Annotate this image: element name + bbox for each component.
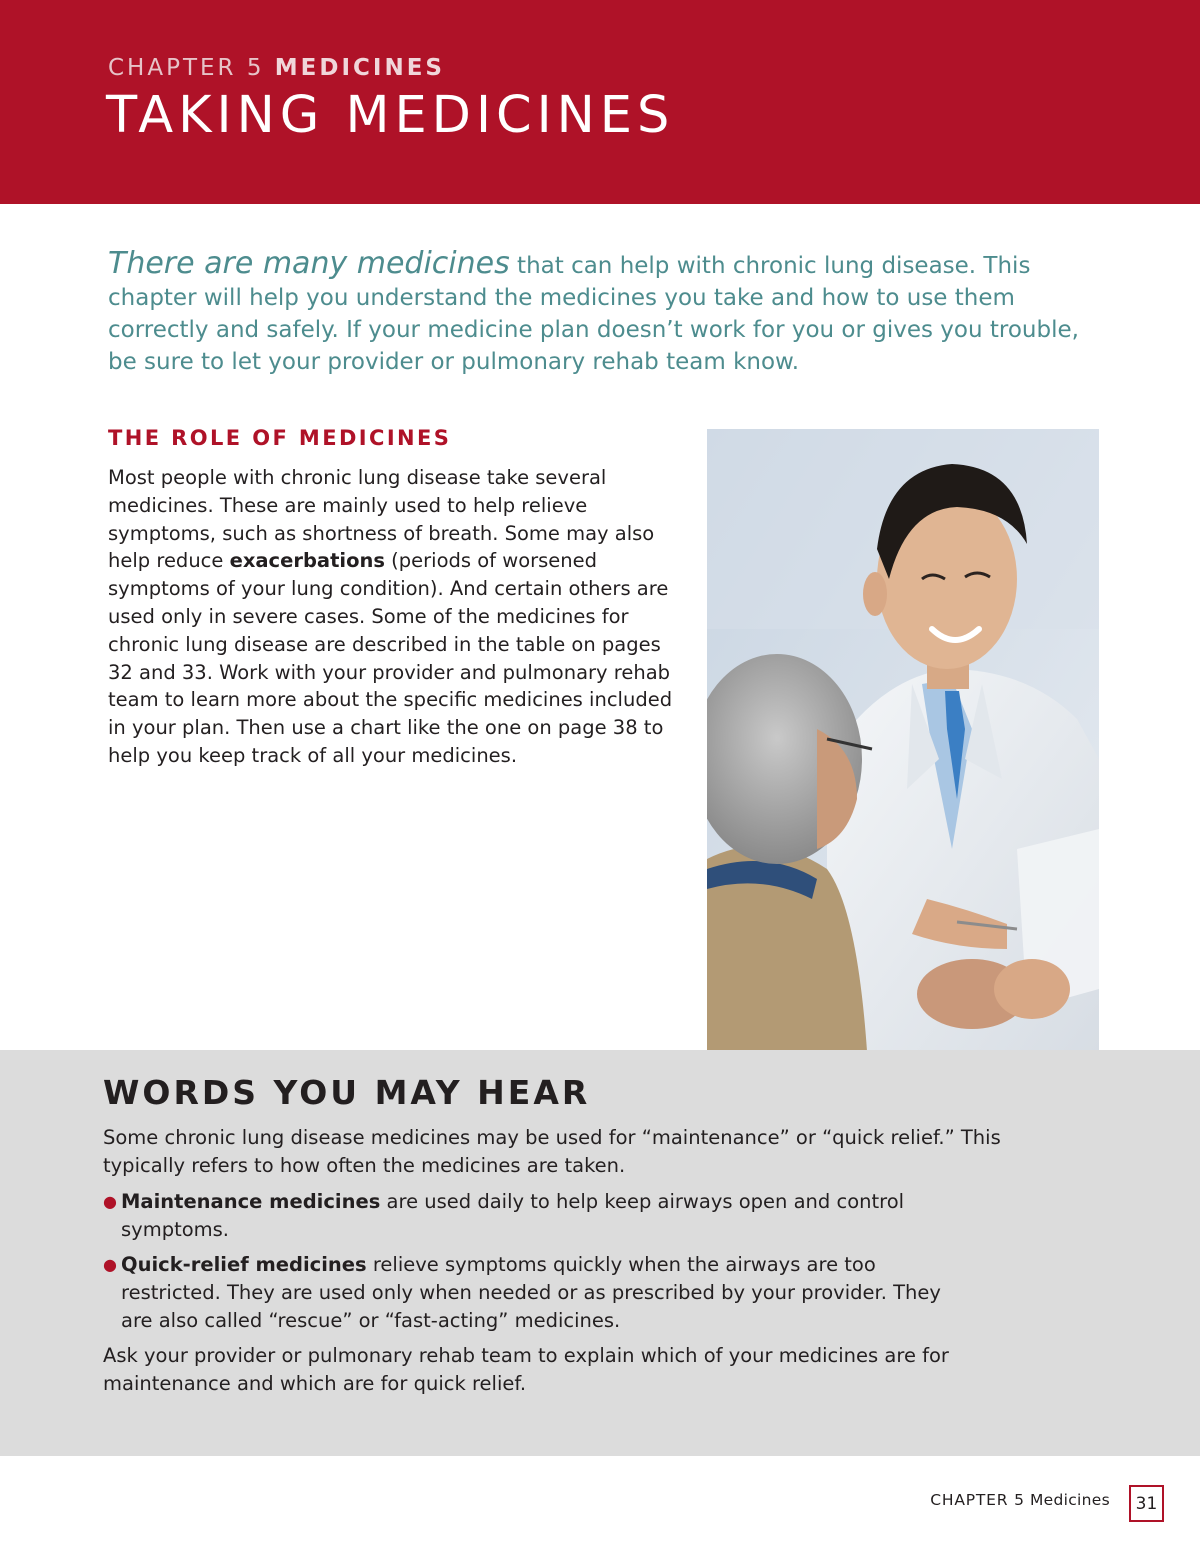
words-outro-text: Ask your provider or pulmonary rehab team to explain which of your medicines are for maintenance and which are for quick relief. bbox=[103, 1344, 949, 1395]
page-title: TAKING MEDICINES bbox=[106, 86, 675, 145]
words-intro-text: Some chronic lung disease medicines may be used for “maintenance” or “quick relief.” This typically refers to how often the medicines are taken. bbox=[103, 1126, 1001, 1177]
bullet-text: relieve symptoms quickly when the airways are too restricted. They are used only when needed or as prescribed by your provider. They are also called “rescue” or “fast-acting” medicines. bbox=[121, 1253, 941, 1332]
role-body-part-2: (periods of worsened symptoms of your lung condition). And certain others are used only in severe cases. Some of the medicines for chronic lung disease are described in the table on pages 32 and 33. Work with your provider and pulmonary rehab team to learn more about the specific medicines included in your plan. Then use a chart like the one on page 38 to help you keep track of all your medicines. bbox=[108, 549, 673, 767]
role-body-part-1: Most people with chronic lung disease take several medicines. These are mainly used to help relieve symptoms, such as shortness of breath. Some may also help reduce bbox=[108, 466, 655, 573]
list-item bbox=[103, 1251, 953, 1335]
bullet-term: Quick-relief medicines bbox=[121, 1253, 367, 1276]
bullet-text: are used daily to help keep airways open and control symptoms. bbox=[121, 1190, 905, 1241]
list-item bbox=[103, 1188, 953, 1244]
intro-lead: There are many medicines bbox=[108, 246, 510, 281]
chapter-header-banner bbox=[0, 0, 1200, 204]
bullet-dot-icon: ● bbox=[103, 1192, 117, 1211]
doctor-patient-illustration bbox=[707, 429, 1099, 1051]
bullet-term: Maintenance medicines bbox=[121, 1190, 381, 1213]
chapter-name: MEDICINES bbox=[274, 55, 445, 81]
role-section-heading: THE ROLE OF MEDICINES bbox=[108, 426, 452, 450]
role-key-term: exacerbations bbox=[229, 549, 385, 573]
page-number-box: 31 bbox=[1129, 1485, 1164, 1522]
footer-chapter-name: Medicines bbox=[1029, 1491, 1110, 1509]
role-section-body bbox=[108, 464, 688, 770]
words-section-heading: WORDS YOU MAY HEAR bbox=[103, 1073, 591, 1112]
doctor-patient-photo bbox=[707, 429, 1099, 1051]
bullet-dot-icon: ● bbox=[103, 1255, 117, 1274]
footer-chapter-label bbox=[930, 1491, 1110, 1509]
chapter-number: CHAPTER 5 bbox=[108, 55, 265, 81]
chapter-label bbox=[108, 55, 445, 81]
intro-text: that can help with chronic lung disease. This chapter will help you understand the medicines you take and how to use them correctly and safely. If your medicine plan doesn’t work for you or gives you trouble, be sure to let your provider or pulmonary rehab team know. bbox=[108, 253, 1079, 375]
footer-chapter-number: CHAPTER 5 bbox=[930, 1491, 1025, 1509]
words-bullet-list bbox=[103, 1188, 953, 1342]
intro-paragraph bbox=[108, 248, 1108, 378]
